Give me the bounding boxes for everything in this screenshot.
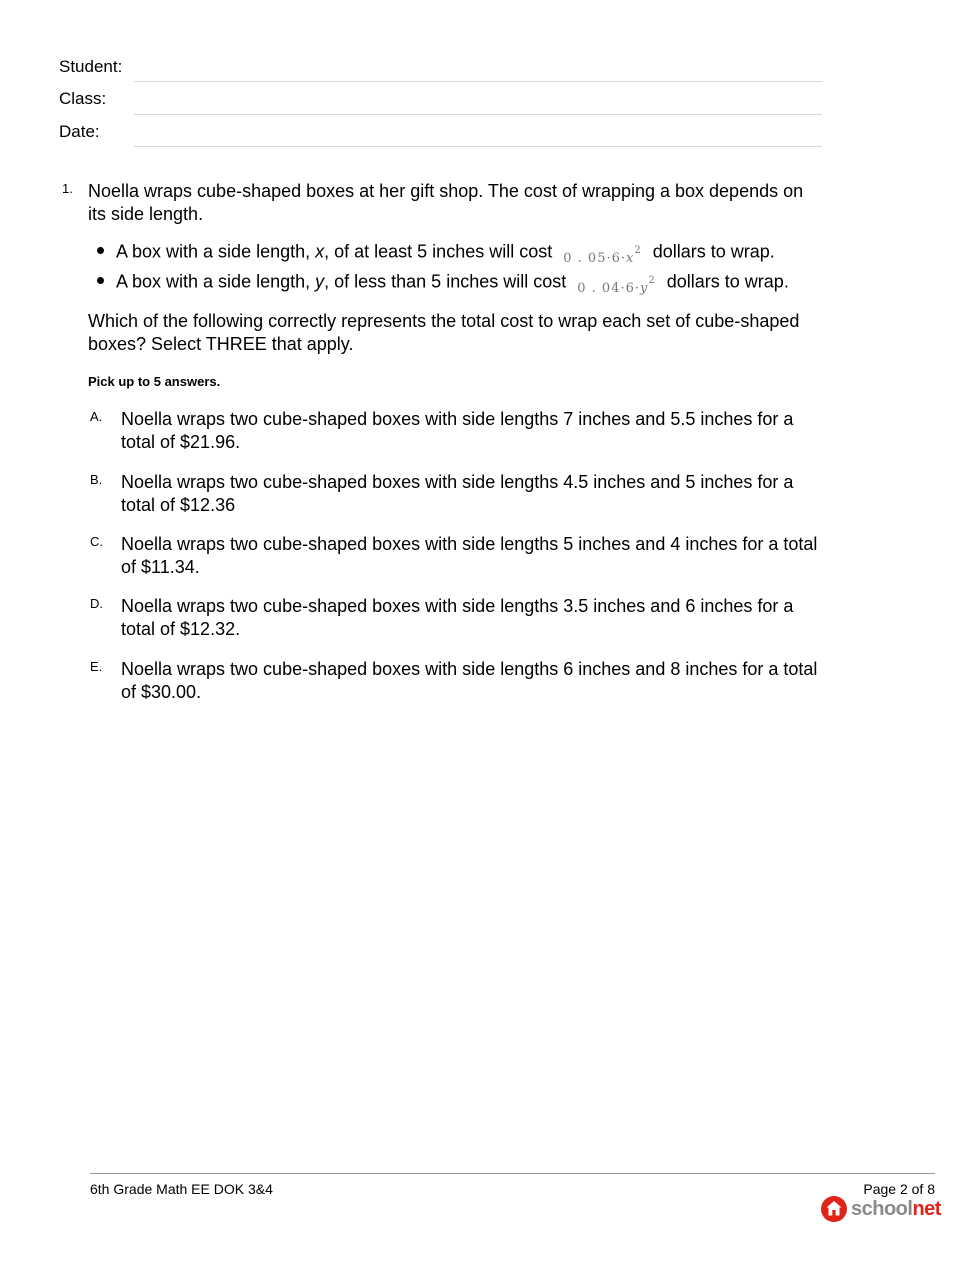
option-text: Noella wraps two cube-shaped boxes with side lengths 4.5 inches and 5 inches for a total of $12.36	[121, 472, 794, 515]
bullet-item-y: A box with a side length, y, of less than 5 inches will cost $_{0 . 04\cdot 6\cdot y^2}$ dollars to wrap.	[97, 268, 789, 295]
option-text: Noella wraps two cube-shaped boxes with side lengths 6 inches and 8 inches for a total of $30.00.	[121, 659, 818, 702]
option-letter: A.	[90, 409, 103, 424]
option-text: Noella wraps two cube-shaped boxes with side lengths 7 inches and 5.5 inches for a total of $21.96.	[121, 409, 794, 452]
bullet-icon	[97, 277, 104, 284]
class-label: Class:	[59, 89, 107, 108]
house-icon	[821, 1196, 847, 1222]
option-text: Noella wraps two cube-shaped boxes with side lengths 5 inches and 4 inches for a total of $11.34.	[121, 534, 818, 577]
option-letter: D.	[90, 596, 103, 611]
option-text: Noella wraps two cube-shaped boxes with side lengths 3.5 inches and 6 inches for a total of $12.32.	[121, 596, 794, 639]
question-stem: Noella wraps cube-shaped boxes at her gift shop. The cost of wrapping a box depends on its side length.	[88, 181, 804, 224]
schoolnet-logo	[821, 1194, 941, 1224]
cost-formula-y: 0 . 04·6·y2	[577, 275, 656, 297]
student-label: Student:	[59, 57, 123, 76]
date-line	[134, 146, 822, 147]
logo-text-school: school	[851, 1197, 913, 1220]
class-line	[134, 114, 822, 115]
student-line	[134, 81, 822, 82]
question-number: 1.	[62, 181, 73, 196]
date-label: Date:	[59, 122, 100, 141]
logo-text-net: net	[912, 1197, 941, 1220]
option-letter: B.	[90, 472, 103, 487]
pick-hint: Pick up to 5 answers.	[88, 374, 221, 389]
bullet-item-x: A box with a side length, x, of at least 5 inches will cost $_{0 . 05\cdot 6\cdot x^2}$ dollars to wrap.	[97, 238, 775, 265]
option-letter: C.	[90, 534, 103, 549]
option-letter: E.	[90, 659, 103, 674]
page-indicator: Page 2 of 8	[863, 1181, 935, 1197]
footer-title: 6th Grade Math EE DOK 3&4	[90, 1181, 273, 1197]
question-prompt: Which of the following correctly represents the total cost to wrap each set of cube-shaped boxes? Select THREE that apply.	[88, 311, 800, 354]
footer-divider	[90, 1173, 935, 1174]
cost-formula-x: 0 . 05·6·x2	[563, 245, 642, 267]
bullet-icon	[97, 247, 104, 254]
